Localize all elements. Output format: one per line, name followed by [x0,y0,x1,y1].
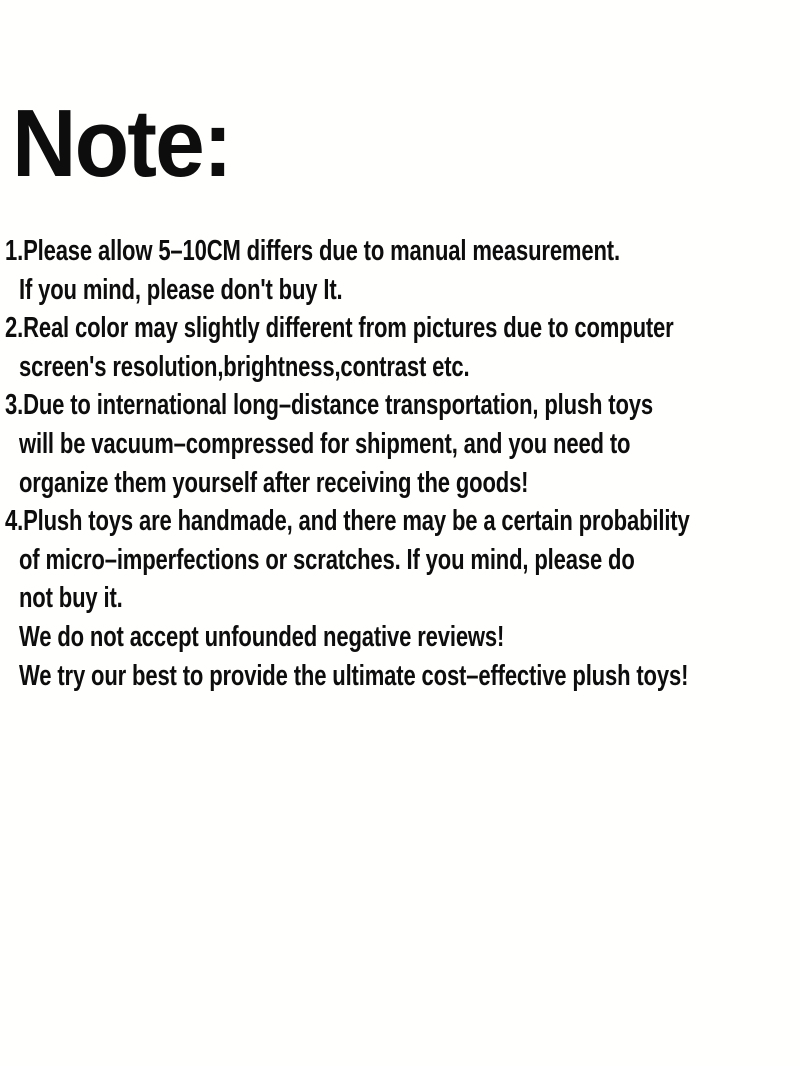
note-line-5 [0,386,800,425]
note-line-5-text: 3.Due to international long–distance transportation, plush toys [5,389,654,422]
note-line-1 [0,232,800,271]
note-line-10 [0,579,800,618]
note-line-9 [0,541,800,580]
note-line-3-text: 2.Real color may slightly different from pictures due to computer [5,312,674,345]
note-line-7-text: organize them yourself after receiving the goods! [19,466,529,499]
note-line-2-text: If you mind, please don't buy It. [19,273,343,306]
note-line-11 [0,618,800,657]
note-line-12-text: We try our best to provide the ultimate cost–effective plush toys! [19,659,689,692]
note-line-4-text: screen's resolution,brightness,contrast etc. [19,350,470,383]
note-title [12,90,247,197]
note-line-12 [0,657,800,696]
note-line-11-text: We do not accept unfounded negative reviews! [19,620,505,653]
note-line-2 [0,271,800,310]
note-line-4 [0,348,800,387]
note-line-8 [0,502,800,541]
note-body [0,232,800,695]
note-line-6-text: will be vacuum–compressed for shipment, and you need to [19,427,631,460]
note-line-6 [0,425,800,464]
note-line-1-text: 1.Please allow 5–10CM differs due to manual measurement. [5,235,620,267]
note-line-3 [0,309,800,348]
note-line-9-text: of micro–imperfections or scratches. If you mind, please do [19,543,635,576]
note-line-7 [0,464,800,503]
note-line-10-text: not buy it. [19,582,123,615]
note-title-text: Note: [12,90,231,197]
note-line-8-text: 4.Plush toys are handmade, and there may be a certain probability [5,505,690,538]
